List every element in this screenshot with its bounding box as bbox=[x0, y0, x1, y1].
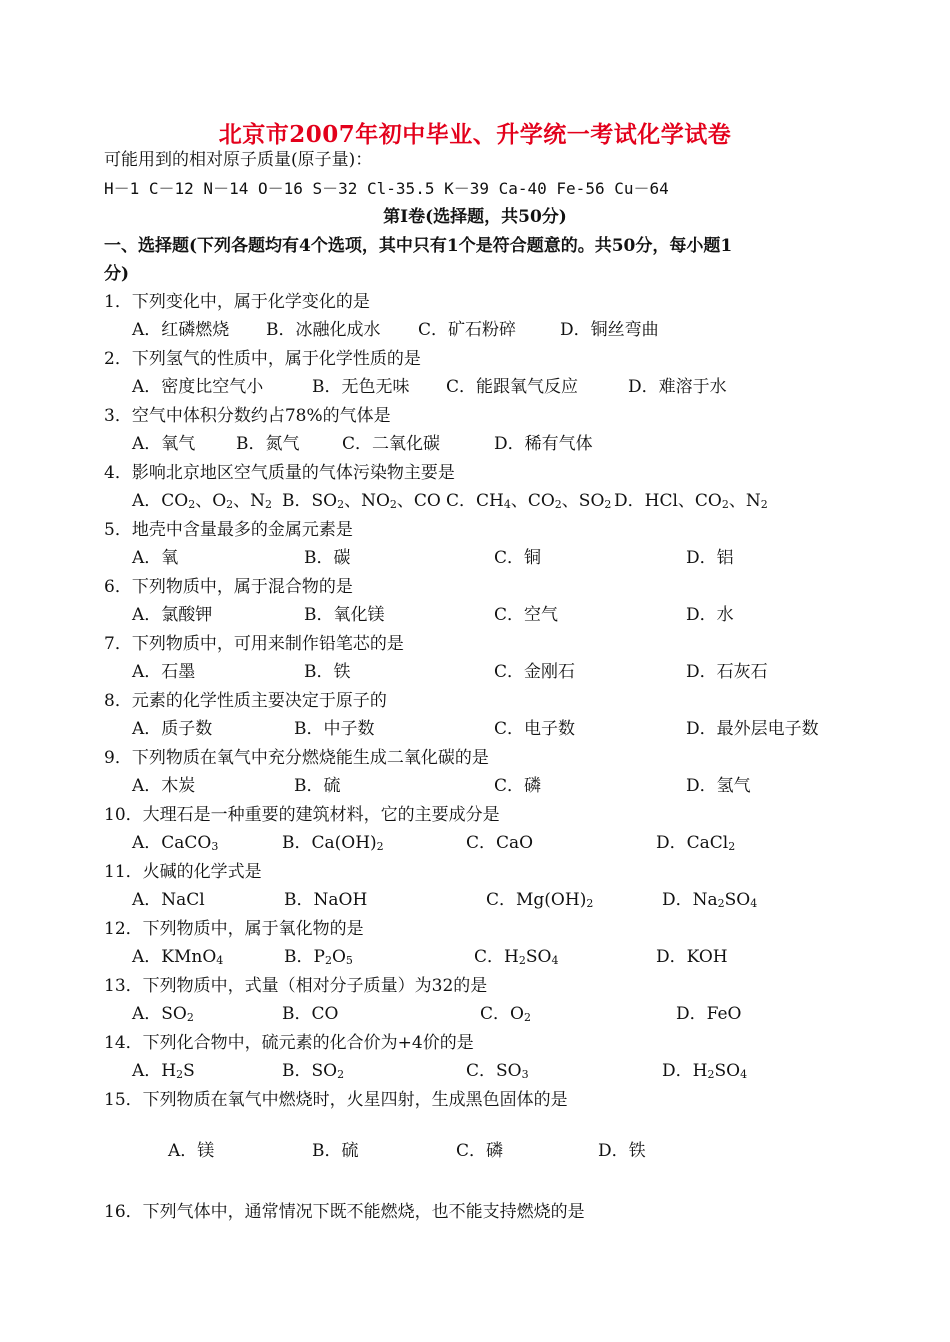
option-d: D．氢气 bbox=[686, 776, 751, 796]
option-c: C．CaO bbox=[466, 833, 534, 853]
option-c: C．能跟氧气反应 bbox=[446, 377, 579, 397]
option-d: D．HCl、$CO_2$、$N_2$ bbox=[614, 491, 768, 511]
option-a: A．密度比空气小 bbox=[132, 377, 264, 397]
option-c: C．金刚石 bbox=[494, 662, 576, 682]
question-stem: 9．下列物质在氧气中充分燃烧能生成二氧化碳的是 bbox=[104, 748, 489, 768]
option-b: B．$Ca(OH)_2$ bbox=[282, 833, 384, 853]
question-stem: 1．下列变化中，属于化学变化的是 bbox=[104, 292, 370, 312]
exam-title: 北京市2007年初中毕业、升学统一考试化学试卷 bbox=[218, 121, 732, 148]
option-a: A．氯酸钾 bbox=[132, 605, 213, 625]
question-stem: 6．下列物质中，属于混合物的是 bbox=[104, 577, 353, 597]
option-b: B．CO bbox=[282, 1004, 339, 1024]
option-c: C．矿石粉碎 bbox=[418, 320, 517, 340]
option-d: D．石灰石 bbox=[686, 662, 768, 682]
atomic-mass-list: H－1 C－12 N－14 O－16 S－32 Cl-35.5 K－39 Ca-40 Fe-56 Cu－64 bbox=[104, 179, 669, 198]
option-a: A．$CO_2$、$O_2$、$N_2$ bbox=[132, 491, 273, 511]
option-b: B．硫 bbox=[312, 1141, 359, 1161]
option-b: B．$SO_2$ bbox=[282, 1061, 345, 1081]
option-c: C．磷 bbox=[456, 1141, 504, 1161]
option-b: B．硫 bbox=[294, 776, 341, 796]
option-a: A．红磷燃烧 bbox=[132, 320, 230, 340]
question-stem: 15．下列物质在氧气中燃烧时，火星四射，生成黑色固体的是 bbox=[104, 1090, 568, 1110]
option-b: B．$P_2O_5$ bbox=[284, 947, 353, 967]
option-b: B．铁 bbox=[304, 662, 351, 682]
question-stem: 4．影响北京地区空气质量的气体污染物主要是 bbox=[104, 463, 455, 483]
atomic-mass-label: 可能用到的相对原子质量(原子量)： bbox=[104, 150, 373, 170]
option-a: A．KMnO$_4$ bbox=[132, 947, 224, 967]
option-d: D．铝 bbox=[686, 548, 734, 568]
part-heading-line1: 一、选择题(下列各题均有4个选项，其中只有1个是符合题意的。共50分，每小题1 bbox=[104, 236, 733, 256]
option-b: B．冰融化成水 bbox=[266, 320, 381, 340]
option-c: C．$Mg(OH)_2$ bbox=[486, 890, 594, 910]
option-b: B．$SO_2$、$NO_2$、CO bbox=[282, 491, 441, 511]
option-a: A．质子数 bbox=[132, 719, 213, 739]
option-a: A．NaCl bbox=[132, 890, 205, 910]
option-a: A．CaCO$_3$ bbox=[132, 833, 219, 853]
question-stem: 16．下列气体中，通常情况下既不能燃烧，也不能支持燃烧的是 bbox=[104, 1202, 585, 1222]
option-c: C．$H_2SO_4$ bbox=[474, 947, 559, 967]
option-a: A．氧气 bbox=[132, 434, 196, 454]
option-a: A．$SO_2$ bbox=[132, 1004, 194, 1024]
question-stem: 14．下列化合物中，硫元素的化合价为+4价的是 bbox=[104, 1033, 474, 1053]
section-title: 第Ⅰ卷(选择题，共50分) bbox=[383, 207, 567, 227]
option-a: A．镁 bbox=[168, 1141, 215, 1161]
option-d: D．$H_2SO_4$ bbox=[662, 1061, 748, 1081]
question-stem: 10．大理石是一种重要的建筑材料，它的主要成分是 bbox=[104, 805, 500, 825]
option-c: C．$CH_4$、$CO_2$、$SO_2$ bbox=[446, 491, 612, 511]
question-stem: 13．下列物质中，式量（相对分子质量）为32的是 bbox=[104, 976, 488, 996]
option-b: B．氮气 bbox=[236, 434, 300, 454]
option-b: B．无色无味 bbox=[312, 377, 410, 397]
question-stem: 8．元素的化学性质主要决定于原子的 bbox=[104, 691, 387, 711]
option-d: D．FeO bbox=[676, 1004, 742, 1024]
option-a: A．$H_2S$ bbox=[132, 1061, 195, 1081]
question-stem: 11．火碱的化学式是 bbox=[104, 862, 262, 882]
option-d: D．难溶于水 bbox=[628, 377, 727, 397]
option-a: A．木炭 bbox=[132, 776, 196, 796]
question-stem: 3．空气中体积分数约占78%的气体是 bbox=[104, 406, 391, 426]
question-stem: 7．下列物质中，可用来制作铅笔芯的是 bbox=[104, 634, 404, 654]
option-d: D．最外层电子数 bbox=[686, 719, 819, 739]
option-c: C．磷 bbox=[494, 776, 542, 796]
option-c: C．$SO_3$ bbox=[466, 1061, 529, 1081]
option-a: A．氧 bbox=[132, 548, 179, 568]
option-d: D．CaCl$_2$ bbox=[656, 833, 736, 853]
option-d: D．铁 bbox=[598, 1141, 646, 1161]
question-stem: 12．下列物质中，属于氧化物的是 bbox=[104, 919, 364, 939]
option-b: B．碳 bbox=[304, 548, 351, 568]
option-c: C．铜 bbox=[494, 548, 542, 568]
option-c: C．空气 bbox=[494, 605, 559, 625]
option-d: D．水 bbox=[686, 605, 734, 625]
option-c: C．电子数 bbox=[494, 719, 576, 739]
option-c: C．$O_2$ bbox=[480, 1004, 531, 1024]
option-d: D．$Na_2SO_4$ bbox=[662, 890, 758, 910]
option-a: A．石墨 bbox=[132, 662, 196, 682]
option-b: B．氧化镁 bbox=[304, 605, 385, 625]
question-stem: 2．下列氢气的性质中，属于化学性质的是 bbox=[104, 349, 421, 369]
option-d: D．铜丝弯曲 bbox=[560, 320, 659, 340]
option-d: D．稀有气体 bbox=[494, 434, 593, 454]
question-stem: 5．地壳中含量最多的金属元素是 bbox=[104, 520, 353, 540]
option-c: C．二氧化碳 bbox=[342, 434, 441, 454]
part-heading-line2: 分) bbox=[104, 264, 130, 284]
option-b: B．中子数 bbox=[294, 719, 375, 739]
option-d: D．KOH bbox=[656, 947, 728, 967]
option-b: B．NaOH bbox=[284, 890, 368, 910]
